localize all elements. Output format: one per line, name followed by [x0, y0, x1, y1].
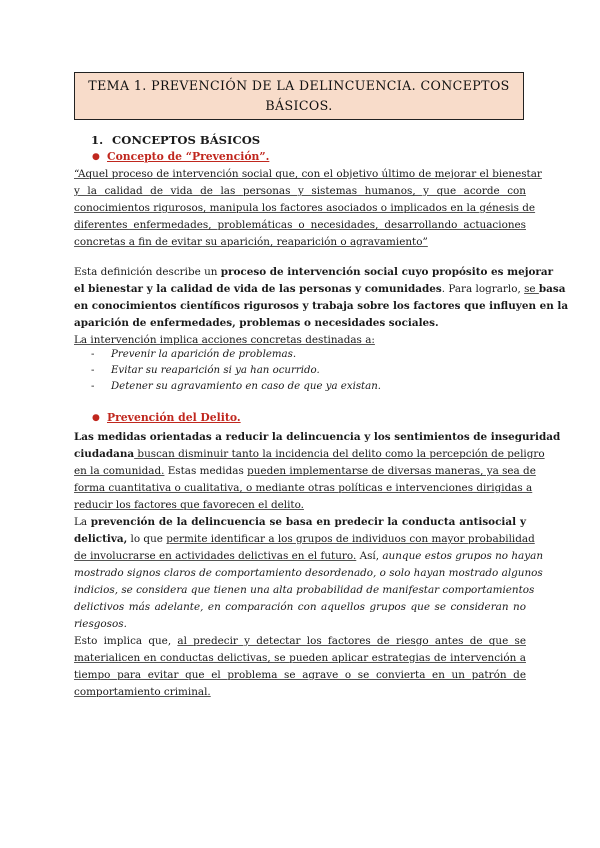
text-run-bold: aparición de enfermedades, problemas o necesidades sociales. — [74, 317, 439, 329]
bullet-dot-icon: ● — [92, 152, 100, 162]
title-box — [74, 72, 524, 120]
text-run-underlined: se — [524, 283, 539, 295]
text-run-underlined: en la comunidad. — [74, 465, 165, 477]
para3-line-7 — [74, 616, 526, 633]
para2-line-1 — [74, 429, 561, 446]
text-run-bold: basa — [538, 283, 566, 295]
bullet-heading-prevencion — [92, 150, 269, 163]
section-heading-1 — [91, 133, 260, 147]
para2-line-2 — [74, 446, 545, 463]
dash-icon: - — [91, 365, 95, 376]
para4-line-2: materialicen en conductas delictivas, se pueden aplicar estrategias de intervención a — [74, 652, 526, 664]
text-run-bold: en conocimientos científicos rigurosos y trabaja sobre los factores que influyen en la — [74, 300, 569, 312]
quote-line-1: “Aquel proceso de intervención social que, con el objetivo último de mejorar el bienestar — [74, 168, 542, 180]
text-run: La — [74, 516, 91, 528]
para1-line-4 — [74, 315, 526, 332]
text-run-underlined: permite identificar a los grupos de individuos con mayor probabilidad — [166, 533, 535, 545]
list-item-text: Prevenir la aparición de problemas. — [111, 349, 297, 360]
text-run-bold: Las medidas orientadas a reducir la delincuencia y los sentimientos de inseguridad — [74, 431, 561, 443]
quote-line-5: concretas a fin de evitar su aparición, reaparición o agravamiento” — [74, 236, 428, 248]
text-run: Estas medidas — [164, 465, 248, 477]
para3-line-3 — [74, 548, 544, 565]
text-run-bold: el bienestar y la calidad de vida de las personas y comunidades — [74, 283, 442, 295]
text-run-italic: delictivos más adelante, en comparación con aquellos grupos que se consideran no — [74, 601, 526, 613]
para3-line-4 — [74, 565, 543, 582]
para3-line-2 — [74, 531, 535, 548]
para1-line-3 — [74, 298, 569, 315]
para2-line-4: forma cuantitativa o cualitativa, o mediante otras políticas e intervenciones dirigidas a — [74, 482, 533, 494]
para2-line-3 — [74, 463, 536, 480]
para3-line-6 — [74, 599, 526, 616]
para1-line-2 — [74, 281, 566, 298]
list-item — [91, 347, 296, 363]
text-run-italic: mostrado signos claros de comportamiento desordenado, o solo hayan mostrado algunos — [74, 567, 543, 579]
text-run-underlined: pueden implementarse de diversas maneras, ya sea de — [247, 465, 536, 477]
text-run: Esto implica que, — [74, 635, 178, 647]
quote-line-3: conocimientos rigurosos, manipula los factores asociados o implicados en la génesis de — [74, 202, 536, 214]
quote-line-4: diferentes enfermedades, problemáticas o necesidades, desarrollando actuaciones — [74, 219, 526, 231]
para4-line-3: tiempo para evitar que el problema se agrave o se convierta en un patrón de — [74, 669, 526, 681]
section-label: CONCEPTOS BÁSICOS — [112, 133, 261, 147]
text-run-bold: proceso de intervención social cuyo propósito es mejorar — [220, 266, 554, 278]
bullet-label: Prevención del Delito. — [107, 411, 241, 424]
dash-icon: - — [91, 381, 95, 392]
text-run-bold: delictiva, — [74, 533, 128, 545]
section-number: 1. — [91, 133, 104, 147]
text-run-bold: ciudadana — [74, 448, 135, 460]
para1-line-5: La intervención implica acciones concretas destinadas a: — [74, 334, 375, 346]
bullet-heading-delito — [92, 411, 241, 424]
text-run: Así, — [356, 550, 383, 562]
text-run-underlined: al predecir y detectar los factores de riesgo antes de que se — [177, 635, 526, 647]
title-line-1: TEMA 1. PREVENCIÓN DE LA DELINCUENCIA. CONCEPTOS — [88, 78, 510, 93]
text-run-underlined: de involucrarse en actividades delictivas en el futuro. — [74, 550, 357, 562]
para2-line-5: reducir los factores que favorecen el delito. — [74, 499, 304, 511]
bullet-label: Concepto de “Prevención”. — [107, 150, 270, 163]
text-run: Esta definición describe un — [74, 266, 221, 278]
list-item — [91, 363, 320, 379]
para4-line-4: comportamiento criminal. — [74, 686, 211, 698]
para3-line-1 — [74, 514, 526, 531]
list-item — [91, 379, 381, 395]
text-run: lo que — [127, 533, 167, 545]
text-run-italic: riesgosos. — [74, 618, 127, 630]
list-item-text: Evitar su reaparición si ya han ocurrido. — [111, 365, 320, 376]
para3-line-5 — [74, 582, 535, 599]
text-run-underlined: buscan disminuir tanto la incidencia del delito como la percepción de peligro — [134, 448, 545, 460]
quote-line-2: y la calidad de vida de las personas y sistemas humanos, y que acorde con — [74, 185, 526, 197]
text-run: . Para lograrlo, — [441, 283, 525, 295]
para1-line-1 — [74, 264, 554, 281]
title-line-2: BÁSICOS. — [265, 98, 333, 113]
dash-icon: - — [91, 349, 95, 360]
list-item-text: Detener su agravamiento en caso de que ya existan. — [111, 381, 382, 392]
page-title — [88, 76, 509, 116]
para4-line-1 — [74, 633, 526, 650]
text-run-italic: aunque estos grupos no hayan — [382, 550, 544, 562]
bullet-dot-icon: ● — [92, 413, 100, 423]
text-run-bold: prevención de la delincuencia se basa en predecir la conducta antisocial y — [90, 516, 526, 528]
text-run-italic: indicios, se considera que tienen una alta probabilidad de manifestar comportamientos — [74, 584, 535, 596]
